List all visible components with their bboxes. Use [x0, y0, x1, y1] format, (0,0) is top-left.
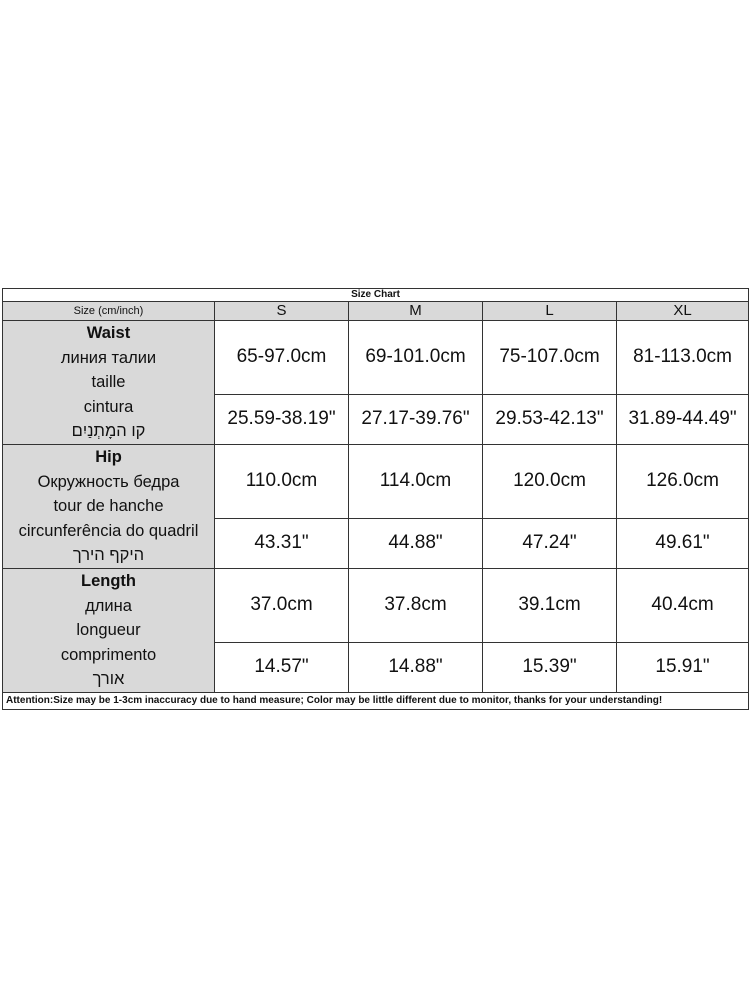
header-size-xl: XL — [617, 302, 749, 321]
hip-cm-row — [3, 444, 749, 518]
hip-label-pt: circunferência do quadril — [18, 521, 199, 540]
title-row — [3, 289, 749, 302]
waist-inch-m: 27.17-39.76" — [349, 394, 483, 444]
length-cm-m: 37.8cm — [349, 568, 483, 642]
waist-inch-l: 29.53-42.13" — [483, 394, 617, 444]
length-label-en: Length — [81, 571, 136, 590]
hip-cm-m: 114.0cm — [349, 444, 483, 518]
hip-label-cell — [3, 444, 215, 568]
waist-cm-row — [3, 321, 749, 395]
length-label-ru: длина — [85, 596, 132, 615]
header-row — [3, 302, 749, 321]
hip-cm-xl: 126.0cm — [617, 444, 749, 518]
chart-title: Size Chart — [3, 289, 749, 302]
waist-label-he: קו המָתְנַיִם — [71, 422, 146, 441]
length-inch-s: 14.57" — [215, 642, 349, 692]
waist-label-pt: cintura — [83, 397, 134, 416]
length-label-fr: longueur — [76, 621, 141, 640]
waist-cm-l: 75-107.0cm — [483, 321, 617, 395]
attention-note: Attention:Size may be 1-3cm inaccuracy due to hand measure; Color may be little different due to monitor, thanks for your understanding! — [3, 692, 749, 709]
hip-label-he: היקף הירך — [72, 546, 145, 565]
length-cm-xl: 40.4cm — [617, 568, 749, 642]
waist-inch-xl: 31.89-44.49" — [617, 394, 749, 444]
hip-inch-l: 47.24" — [483, 518, 617, 568]
waist-label-ru: линия талии — [60, 348, 157, 367]
length-inch-m: 14.88" — [349, 642, 483, 692]
waist-cm-m: 69-101.0cm — [349, 321, 483, 395]
waist-inch-s: 25.59-38.19" — [215, 394, 349, 444]
length-label-pt: comprimento — [60, 645, 157, 664]
hip-label-ru: Окружность бедра — [37, 472, 180, 491]
length-cm-l: 39.1cm — [483, 568, 617, 642]
hip-cm-l: 120.0cm — [483, 444, 617, 518]
hip-inch-xl: 49.61" — [617, 518, 749, 568]
length-label-cell — [3, 568, 215, 692]
header-size-s: S — [215, 302, 349, 321]
length-cm-row — [3, 568, 749, 642]
waist-cm-xl: 81-113.0cm — [617, 321, 749, 395]
length-cm-s: 37.0cm — [215, 568, 349, 642]
length-inch-l: 15.39" — [483, 642, 617, 692]
hip-inch-s: 43.31" — [215, 518, 349, 568]
length-label-he: אורך — [92, 670, 125, 689]
waist-label-cell — [3, 321, 215, 445]
hip-label-en: Hip — [95, 447, 122, 466]
header-size-l: L — [483, 302, 617, 321]
hip-label-fr: tour de hanche — [53, 497, 164, 516]
waist-label-en: Waist — [86, 324, 131, 342]
length-inch-xl: 15.91" — [617, 642, 749, 692]
hip-inch-m: 44.88" — [349, 518, 483, 568]
hip-cm-s: 110.0cm — [215, 444, 349, 518]
header-size-m: M — [349, 302, 483, 321]
header-label: Size (cm/inch) — [3, 302, 215, 321]
size-chart-table — [2, 288, 749, 710]
waist-label-fr: taille — [91, 373, 126, 392]
note-row — [3, 692, 749, 709]
waist-cm-s: 65-97.0cm — [215, 321, 349, 395]
